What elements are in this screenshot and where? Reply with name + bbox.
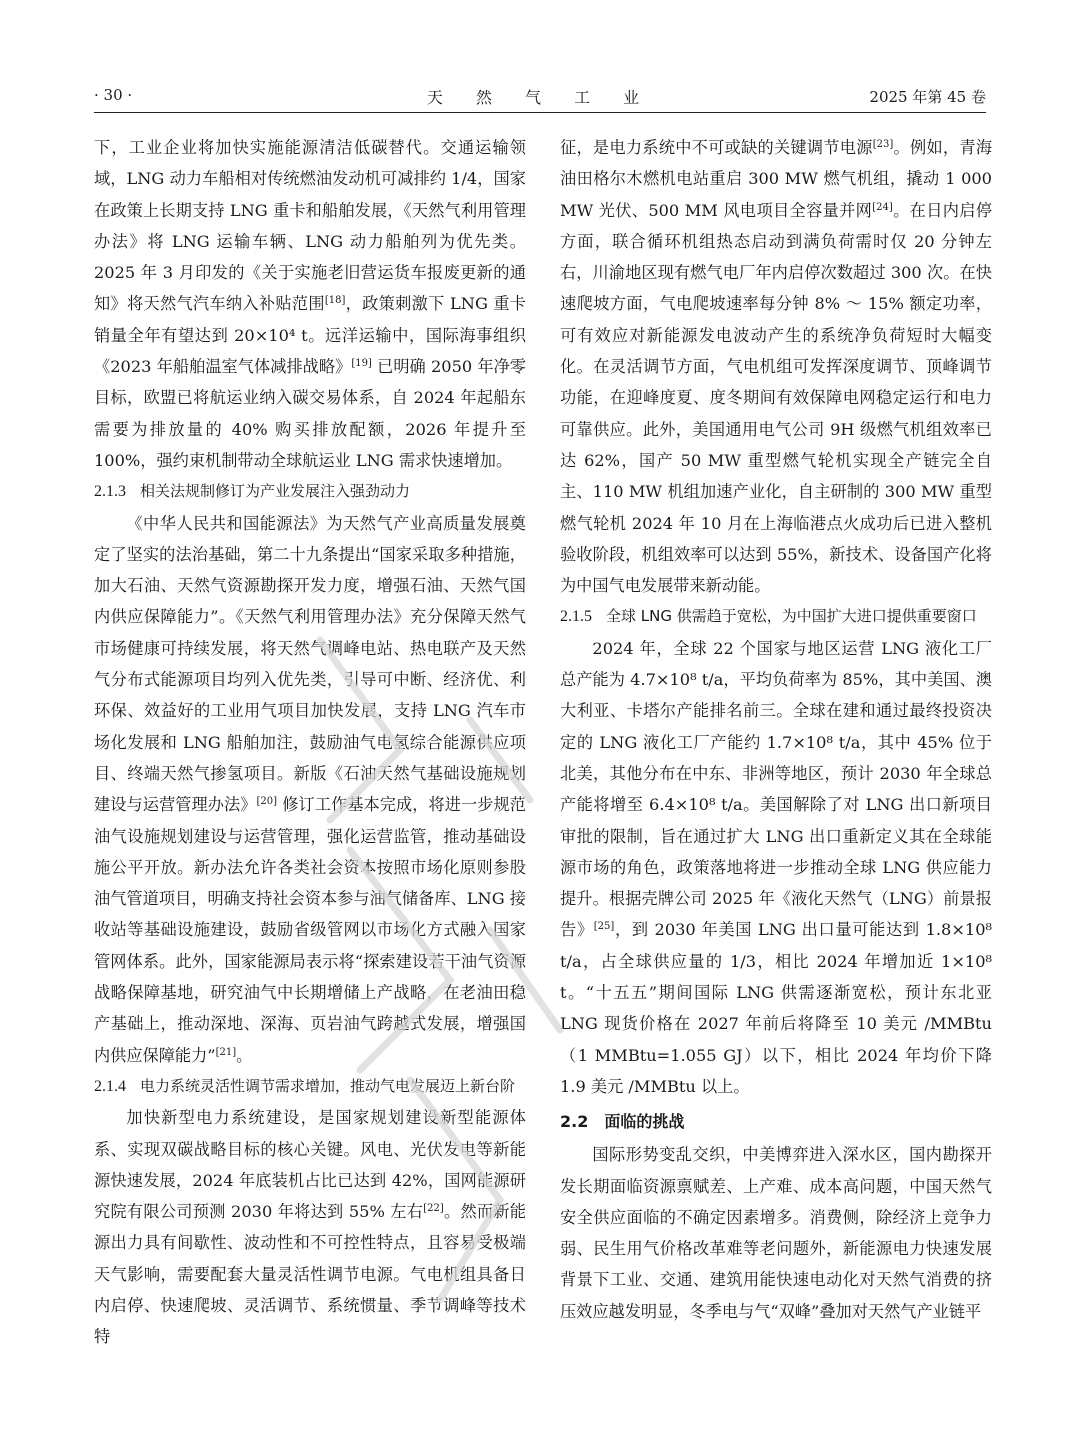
citation[interactable]: [23]	[872, 139, 894, 150]
section-heading-2-2: 2.2 面临的挑战	[560, 1112, 685, 1132]
page-number: · 30 ·	[94, 86, 133, 104]
citation[interactable]: [21]	[215, 1046, 237, 1058]
right-column	[560, 132, 992, 1327]
citation[interactable]: [25]	[593, 921, 615, 933]
paragraph: 国际形势变乱交织，中美博弈进入深水区，国内勘探开发长期面临资源禀赋差、上产难、成本高问题，中国天然气安全供应面临的不确定因素增多。消费侧，除经济上竞争力弱、民生用气价格改革难等老问题外，新能源电力快速发展背景下工业、交通、建筑用能快速电动化对天然气消费的挤压效应越发明显，冬季电与气“双峰”叠加对天然气产业链平	[560, 1145, 992, 1321]
paragraph: 下，工业企业将加快实施能源清洁低碳替代。交通运输领域，LNG 动力车船相对传统燃油发动机可减排约 1/4，国家在政策上长期支持 LNG 重卡和船舶发展，《天然气利用管理办法》将 LNG 运输车辆、LNG 动力船舶列为优先类。2025 年 3 月印发的《关于实施老旧营运货车报废更新的通知》将天然气汽车纳入补贴范围[18]，政策刺激下 LNG 重卡销量全年有望达到 20×10⁴ t。远洋运输中，国际海事组织《2023 年船舶温室气体减排战略》[19] 已明确 2050 年净零目标，欧盟已将航运业纳入碳交易体系，自 2024 年起船东需要为排放量的 40% 购买排放配额，2026 年提升至 100%，强约束机制带动全球航运业 LNG 需求快速增加。	[94, 138, 526, 470]
citation[interactable]: [18]	[324, 295, 346, 307]
section-heading-2-1-4: 2.1.4 电力系统灵活性调节需求增加，推动气电发展迈上新台阶	[94, 1076, 516, 1095]
journal-volume: 2025 年第 45 卷	[869, 88, 986, 106]
citation[interactable]: [19]	[351, 358, 372, 370]
citation[interactable]: [24]	[872, 201, 893, 213]
section-heading-2-1-3: 2.1.3 相关法规制修订为产业发展注入强劲动力	[94, 482, 411, 501]
citation[interactable]: [22]	[423, 1203, 444, 1215]
paragraph: 《中华人民共和国能源法》为天然气产业高质量发展奠定了坚实的法治基础，第二十九条提出“国家采取多种措施，加大石油、天然气资源勘探开发力度，增强石油、天然气国内供应保障能力”。《天然气利用管理办法》充分保障天然气市场健康可持续发展，将天然气调峰电站、热电联产及天然气分布式能源项目均列入优先类，引导可中断、经济优、利环保、效益好的工业用气项目加快发展，支持 LNG 汽车市场化发展和 LNG 船舶加注，鼓励油气电氢综合能源供应项目、终端天然气掺氢项目。新版《石油天然气基础设施规划建设与运营管理办法》[20] 修订工作基本完成，将进一步规范油气设施规划建设与运营管理，强化运营监管，推动基础设施公平开放。新办法允许各类社会资本按照市场化原则参股油气管道项目，明确支持社会资本参与油气储备库、LNG 接收站等基础设施建设，鼓励省级管网以市场化方式融入国家管网体系。此外，国家能源局表示将“探索建设若干油气资源战略保障基地，研究油气中长期增储上产战略，在老油田稳产基础上，推动深地、深海、页岩油气跨越式发展，增强国内供应保障能力”[21]。	[94, 513, 526, 1065]
paragraph: 2024 年，全球 22 个国家与地区运营 LNG 液化工厂总产能为 4.7×10⁸ t/a，平均负荷率为 85%，其中美国、澳大利亚、卡塔尔产能排名前三。全球在建和通过最终投资决定的 LNG 液化工厂产能约 1.7×10⁸ t/a，其中 45% 位于北美，其他分布在中东、非洲等地区，预计 2030 年全球总产能将增至 6.4×10⁸ t/a。美国解除了对 LNG 出口新项目审批的限制，旨在通过扩大 LNG 出口重新定义其在全球能源市场的角色，政策落地将进一步推动全球 LNG 供应能力提升。根据壳牌公司 2025 年《液化天然气（LNG）前景报告》[25]，到 2030 年美国 LNG 出口量可能达到 1.8×10⁸ t/a，占全球供应量的 1/3，相比 2024 年增加近 1×10⁸ t。“十五五”期间国际 LNG 供需逐渐宽松，预计东北亚 LNG 现货价格在 2027 年前后将降至 10 美元 /MMBtu（1 MMBtu=1.055 GJ）以下，相比 2024 年均价下降 1.9 美元 /MMBtu 以上。	[560, 638, 992, 1096]
section-heading-2-1-5: 2.1.5 全球 LNG 供需趋于宽松，为中国扩大进口提供重要窗口	[560, 607, 977, 626]
paragraph: 征，是电力系统中不可或缺的关键调节电源[23]。例如，青海油田格尔木燃机电站重启 300 MW 燃气机组，撬动 1 000 MW 光伏、500 MM 风电项目全容量并网[24]。在日内启停方面，联合循环机组热态启动到满负荷需时仅 20 分钟左右，川渝地区现有燃气电厂年内启停次数超过 300 次。在快速爬坡方面，气电爬坡速率每分钟 8% ～ 15% 额定功率，可有效应对新能源发电波动产生的系统净负荷短时大幅变化。在灵活调节方面，气电机组可发挥深度调节、顶峰调节功能，在迎峰度夏、度冬期间有效保障电网稳定运行和电力可靠供应。此外，美国通用电气公司 9H 级燃气机组效率已达 62%，国产 50 MW 重型燃气轮机实现全产链完全自主、110 MW 机组加速产业化，自主研制的 300 MW 重型燃气轮机 2024 年 10 月在上海临港点火成功后已进入整机验收阶段，机组效率可以达到 55%，新技术、设备国产化将为中国气电发展带来新动能。	[560, 138, 993, 596]
left-column	[94, 132, 526, 1353]
citation[interactable]: [20]	[256, 796, 278, 808]
paragraph: 加快新型电力系统建设，是国家规划建设新型能源体系、实现双碳战略目标的核心关键。风电、光伏发电等新能源快速发展，2024 年底装机占比已达到 42%，国网能源研究院有限公司预测 2030 年将达到 55% 左右[22]。然而新能源出力具有间歇性、波动性和不可控性特点，且容易受极端天气影响，需要配套大量灵活性调节电源。气电机组具备日内启停、快速爬坡、灵活调节、系统惯量、季节调峰等技术特	[94, 1108, 526, 1347]
page-header	[94, 82, 986, 113]
journal-title: 天 然 气 工 业	[426, 88, 654, 107]
